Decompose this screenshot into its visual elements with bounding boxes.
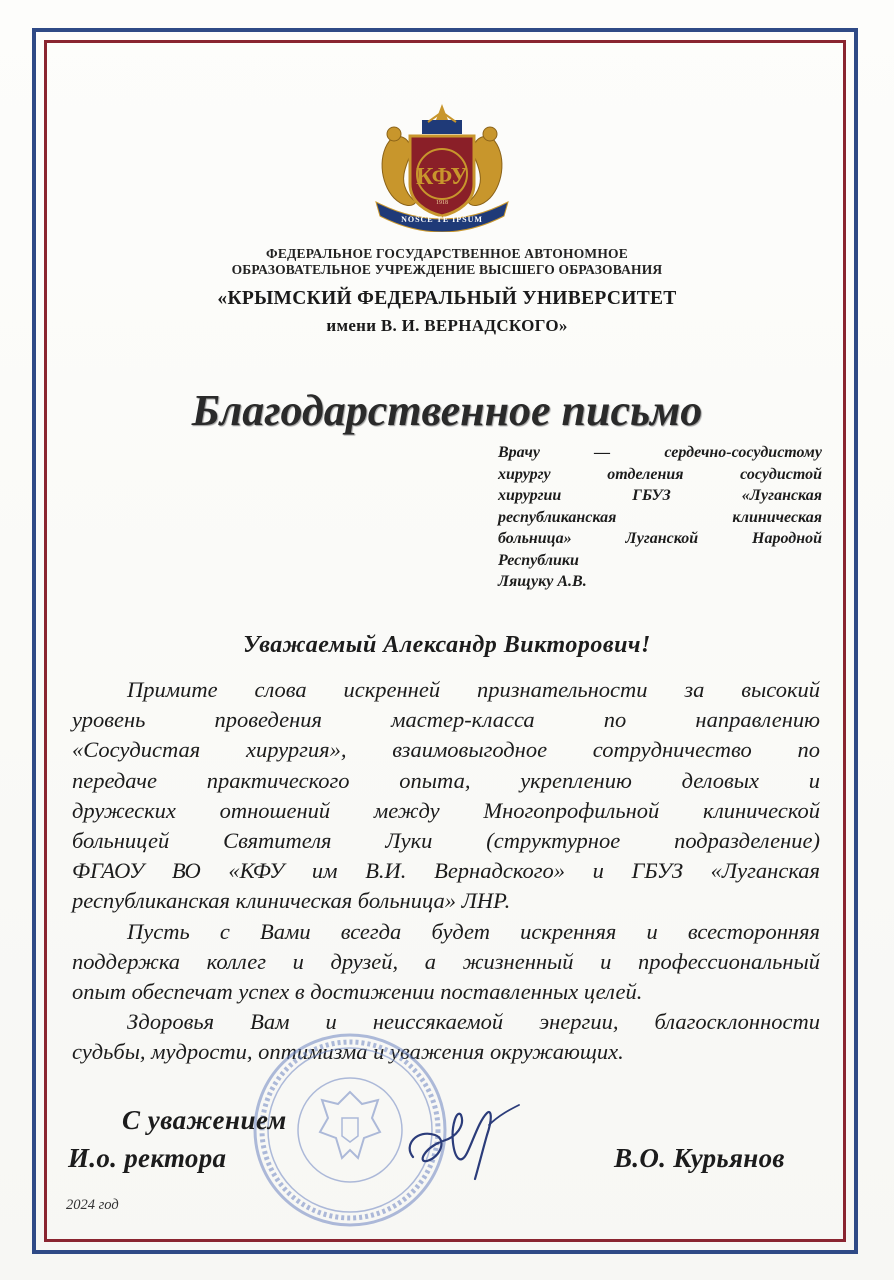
recipient-line: Республики xyxy=(498,551,579,569)
body-line: Здоровья Вам и неиссякаемой энергии, благосклонности xyxy=(127,1009,820,1035)
body-line: поддержка коллег и друзей, а жизненный и профессиональный xyxy=(72,948,820,974)
university-emblem xyxy=(372,98,512,232)
recipient-line: хирургу отделения сосудистой xyxy=(498,465,822,483)
recipient-line: Врачу — сердечно-сосудистому xyxy=(498,444,822,461)
recipient-line: больница» Луганской Народной xyxy=(498,530,822,547)
letter-title: Благодарственное письмо xyxy=(191,386,703,435)
recipient-name: Лящуку А.В. xyxy=(498,573,587,590)
university-name-line-2: имени В. И. ВЕРНАДСКОГО» xyxy=(326,316,568,335)
signer-name: В.О. Курьянов xyxy=(614,1143,785,1173)
org-line-1: ФЕДЕРАЛЬНОЕ ГОСУДАРСТВЕННОЕ АВТОНОМНОЕ xyxy=(266,246,628,261)
body-line: республиканская клиническая больница» ЛНР. xyxy=(72,888,511,914)
svg-text:1918: 1918 xyxy=(436,200,448,206)
body-line: больницей Святителя Луки (структурное подразделение) xyxy=(72,827,820,853)
body-line: передаче практического опыта, укреплению деловых и xyxy=(72,767,820,793)
svg-text:КФУ: КФУ xyxy=(415,164,469,190)
body-line: уровень проведения мастер-класса по направлению xyxy=(72,707,820,733)
salutation: Уважаемый Александр Викторович! xyxy=(243,632,651,658)
body-line: «Сосудистая хирургия», взаимовыгодное сотрудничество по xyxy=(72,737,820,763)
body-line: ФГАОУ ВО «КФУ им В.И. Вернадского» и ГБУЗ «Луганская xyxy=(72,858,820,884)
handwritten-signature xyxy=(395,1095,525,1185)
recipient-block xyxy=(498,442,822,593)
org-line-2: ОБРАЗОВАТЕЛЬНОЕ УЧРЕЖДЕНИЕ ВЫСШЕГО ОБРАЗОВАНИЯ xyxy=(231,262,663,277)
signer-position: И.о. ректора xyxy=(68,1143,227,1173)
body-line: Пусть с Вами всегда будет искренняя и всесторонняя xyxy=(127,918,820,944)
university-name-line-1: «КРЫМСКИЙ ФЕДЕРАЛЬНЫЙ УНИВЕРСИТЕТ xyxy=(217,288,677,309)
body-line: дружеских отношений между Многопрофильной клинической xyxy=(72,797,820,823)
svg-text:NOSCE TE IPSUM: NOSCE TE IPSUM xyxy=(401,215,483,224)
letter-body xyxy=(72,675,820,1067)
body-line: судьбы, мудрости, оптимизма и уважения окружающих. xyxy=(72,1039,624,1065)
closing-regards: С уважением xyxy=(122,1105,287,1135)
recipient-line: республиканская клиническая xyxy=(498,508,822,526)
letter-year: 2024 год xyxy=(66,1197,119,1213)
body-line: опыт обеспечат успех в достижении поставленных целей. xyxy=(72,978,643,1004)
body-line: Примите слова искренней признательности за высокий xyxy=(127,677,820,702)
recipient-line: хирургии ГБУЗ «Луганская xyxy=(498,487,822,504)
